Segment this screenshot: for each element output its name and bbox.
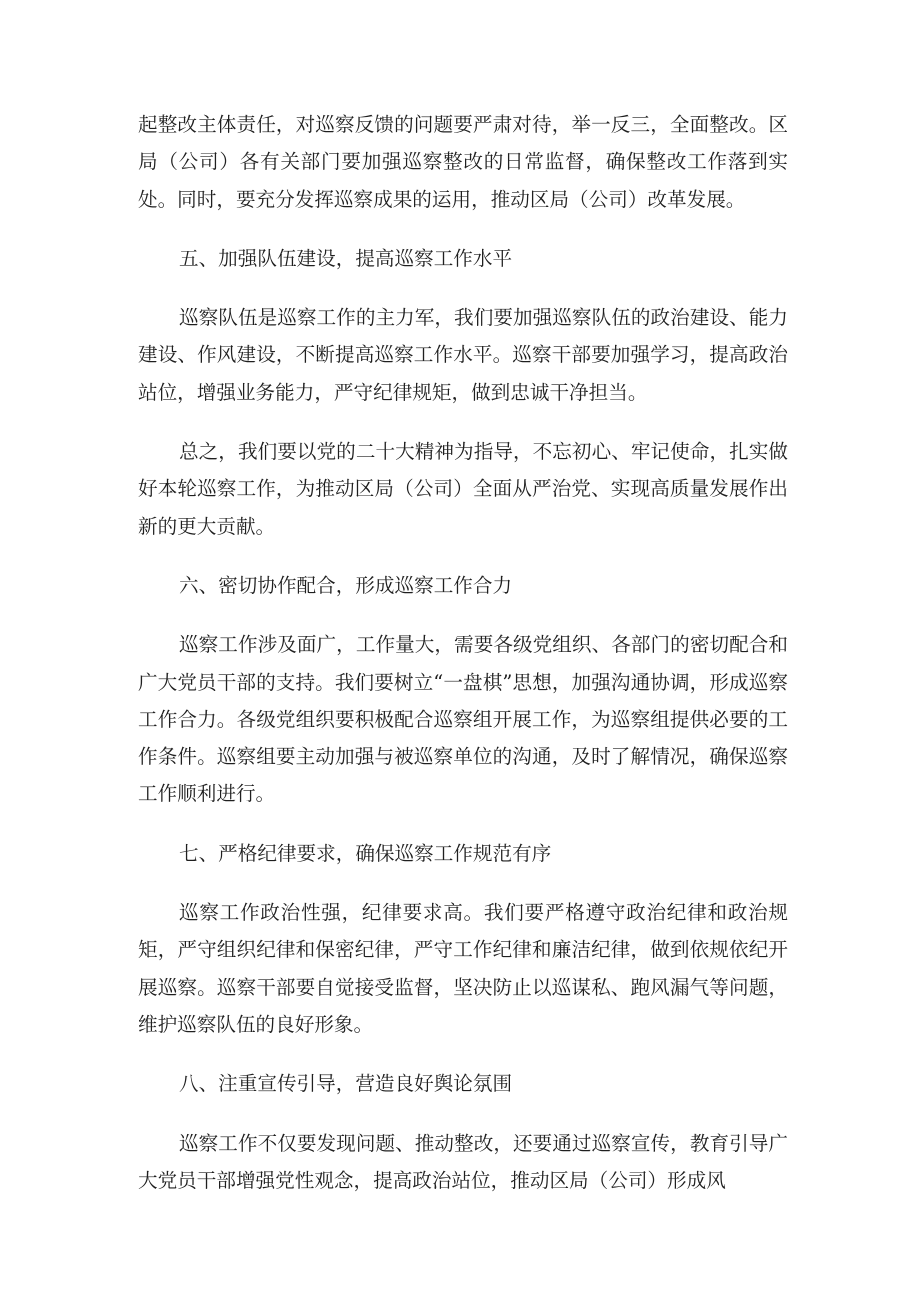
paragraph: 巡察队伍是巡察工作的主力军，我们要加强巡察队伍的政治建设、能力建设、作风建设，不断提高巡察工作水平。巡察干部要加强学习，提高政治站位，增强业务能力，严守纪律规矩，做到忠诚干净担当。 <box>138 306 788 404</box>
section-heading-5: 五、加强队伍建设，提高巡察工作水平 <box>179 246 513 270</box>
section-heading-7: 七、严格纪律要求，确保巡察工作规范有序 <box>179 841 552 865</box>
section-heading-6: 六、密切协作配合，形成巡察工作合力 <box>179 573 513 597</box>
paragraph-continued: 起整改主体责任，对巡察反馈的问题要严肃对待，举一反三，全面整改。区局（公司）各有关部门要加强巡察整改的日常监督，确保整改工作落到实处。同时，要充分发挥巡察成果的运用，推动区局（公司）改革发展。 <box>138 113 788 211</box>
paragraph: 总之，我们要以党的二十大精神为指导，不忘初心、牢记使命，扎实做好本轮巡察工作，为推动区局（公司）全面从严治党、实现高质量发展作出新的更大贡献。 <box>138 440 788 538</box>
section-heading-8: 八、注重宣传引导，营造良好舆论氛围 <box>179 1072 513 1096</box>
document-body <box>138 106 788 1221</box>
paragraph: 巡察工作涉及面广，工作量大，需要各级党组织、各部门的密切配合和广大党员干部的支持。我们要树立“一盘棋”思想，加强沟通协调，形成巡察工作合力。各级党组织要积极配合巡察组开展工作，为巡察组提供必要的工作条件。巡察组要主动加强与被巡察单位的沟通，及时了解情况，确保巡察工作顺利进行。 <box>138 633 788 806</box>
paragraph: 巡察工作政治性强，纪律要求高。我们要严格遵守政治纪律和政治规矩，严守组织纪律和保密纪律，严守工作纪律和廉洁纪律，做到依规依纪开展巡察。巡察干部要自觉接受监督，坚决防止以巡谋私、跑风漏气等问题，维护巡察队伍的良好形象。 <box>138 901 788 1036</box>
paragraph: 巡察工作不仅要发现问题、推动整改，还要通过巡察宣传，教育引导广大党员干部增强党性观念，提高政治站位，推动区局（公司）形成风 <box>138 1131 788 1192</box>
